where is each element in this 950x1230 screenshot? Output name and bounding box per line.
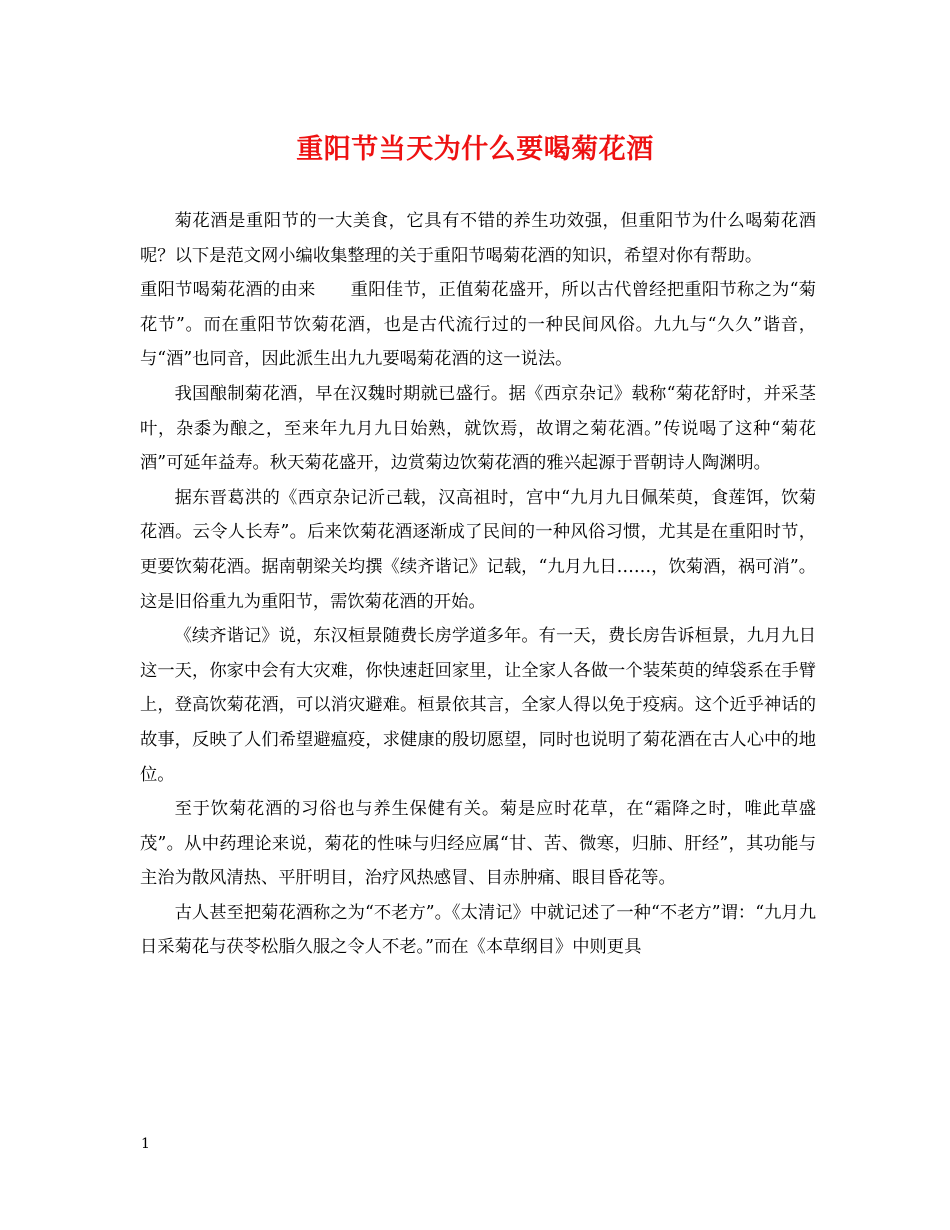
document-title: 重阳节当天为什么要喝菊花酒 [296,134,654,165]
paragraph-3: 我国酿制菊花酒，早在汉魏时期就已盛行。据《西京杂记》载称“菊花舒时，并采茎叶，杂黍为酿之，至来年九月九日始熟，就饮焉，故谓之菊花酒。”传说喝了这种“菊花酒”可延年益寿。秋天菊花盛开，边赏菊边饮菊花酒的雅兴起源于晋朝诗人陶渊明。 [140,383,816,474]
paragraph-1: 菊花酒是重阳节的一大美食，它具有不错的养生功效强，但重阳节为什么喝菊花酒呢？以下是范文网小编收集整理的关于重阳节喝菊花酒的知识，希望对你有帮助。 [140,211,816,266]
paragraph-6: 至于饮菊花酒的习俗也与养生保健有关。菊是应时花草，在“霜降之时，唯此草盛茂”。从中药理论来说，菊花的性味与归经应属“甘、苦、微寒，归肺、肝经”，其功能与主治为散风清热、平肝明目，治疗风热感冒、目赤肿痛、眼目昏花等。 [140,799,816,889]
document-body [140,204,816,965]
paragraph-5: 《续齐谐记》说，东汉桓景随费长房学道多年。有一天，费长房告诉桓景，九月九日这一天，你家中会有大灾难，你快速赶回家里，让全家人各做一个装茱萸的绰袋系在手臂上，登高饮菊花酒，可以消灾避难。桓景依其言，全家人得以免于疫病。这个近乎神话的故事，反映了人们希望避瘟疫，求健康的殷切愿望，同时也说明了菊花酒在古人心中的地位。 [140,626,816,785]
page-number: 1 [141,1136,150,1152]
paragraph-7: 古人甚至把菊花酒称之为“不老方”。《太清记》中就记述了一种“不老方”谓：“九月九日采菊花与茯苓松脂久服之令人不老。”而在《本草纲目》中则更具 [140,902,816,958]
paragraph-2: 重阳节喝菊花酒的由来 重阳佳节，正值菊花盛开，所以古代曾经把重阳节称之为“菊花节”。而在重阳节饮菊花酒，也是古代流行过的一种民间风俗。九九与“久久”谐音，与“酒”也同音，因此派生出九九要喝菊花酒的这一说法。 [140,280,816,370]
paragraph-4: 据东晋葛洪的《西京杂记沂己载，汉高祖时，宫中“九月九日佩茱萸，食莲饵，饮菊花酒。云令人长寿”。后来饮菊花酒逐渐成了民间的一种风俗习惯，尤其是在重阳时节，更要饮菊花酒。据南朝梁关均撰《续齐谐记》记载，“九月九日……，饮菊酒，祸可消”。这是旧俗重九为重阳节，需饮菊花酒的开始。 [140,487,816,612]
